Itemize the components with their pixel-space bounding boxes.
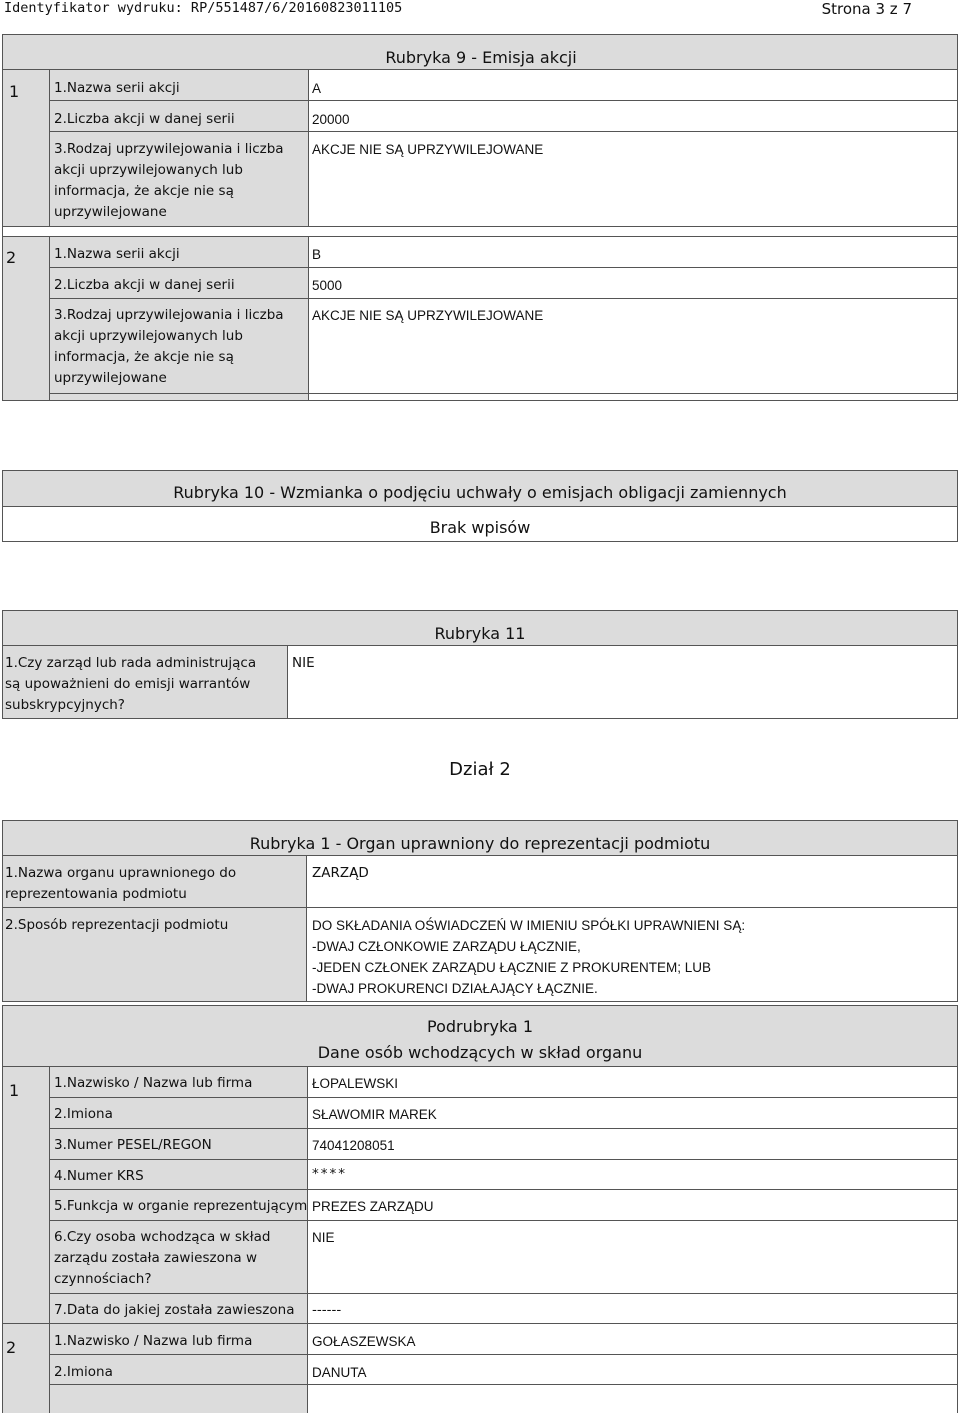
- pesel-value: 74041208051: [312, 1138, 395, 1153]
- person-number-column: [2, 1067, 49, 1413]
- podrubryka-1-header: [2, 1005, 958, 1067]
- series-name-value: B: [312, 247, 322, 262]
- person-number: 1: [9, 1081, 20, 1100]
- function-value: PREZES ZARZĄDU: [312, 1199, 434, 1214]
- series-privilege-value: AKCJE NIE SĄ UPRZYWILEJOWANE: [312, 142, 544, 157]
- podrubryka-1-section: [2, 1005, 958, 1413]
- rubryka-9-section: [2, 34, 958, 401]
- organ-name-value: ZARZĄD: [312, 865, 369, 881]
- series-number: 2: [6, 248, 17, 267]
- series-number: 1: [9, 82, 20, 101]
- dzial2-rubryka-1-title: Rubryka 1 - Organ uprawniony do reprezentacji podmiotu: [249, 834, 711, 853]
- dzial-2-title: Dział 2: [449, 759, 511, 780]
- surname-label: 1.Nazwisko / Nazwa lub firma: [54, 1333, 253, 1349]
- rubryka-11-title: Rubryka 11: [434, 624, 526, 643]
- series-privilege-value: AKCJE NIE SĄ UPRZYWILEJOWANE: [312, 308, 544, 323]
- suspension-value: NIE: [312, 1230, 335, 1245]
- rubryka-9-header: [2, 34, 958, 70]
- dzial2-rubryka-1-header: [2, 820, 958, 856]
- warrants-value: NIE: [292, 655, 315, 671]
- warrants-value-cell: [288, 646, 958, 719]
- series-count-label: 2.Liczba akcji w danej serii: [54, 277, 235, 293]
- no-entries-text: Brak wpisów: [429, 518, 531, 537]
- first-names-label: 2.Imiona: [54, 1106, 113, 1122]
- function-label: 5.Funkcja w organie reprezentującym: [54, 1198, 308, 1214]
- krs-label: 4.Numer KRS: [54, 1168, 144, 1184]
- suspension-label: 6.Czy osoba wchodząca w skład zarządu została zawieszona w czynnościach?: [54, 1229, 271, 1287]
- rubryka-11-header: [2, 610, 958, 646]
- suspension-date-label: 7.Data do jakiej została zawieszona: [54, 1302, 295, 1318]
- rubryka-9-title: Rubryka 9 - Emisja akcji: [385, 48, 577, 67]
- series-name-label: 1.Nazwa serii akcji: [54, 80, 180, 96]
- first-names-value: SŁAWOMIR MAREK: [312, 1107, 437, 1122]
- podrubryka-1-subtitle: Dane osób wchodzących w skład organu: [317, 1043, 643, 1062]
- series-name-value: A: [312, 81, 322, 96]
- suspension-date-value: ------: [312, 1302, 342, 1318]
- series-privilege-label: 3.Rodzaj uprzywilejowania i liczba akcji uprzywilejowanych lub informacja, że akcje nie są uprzywilejowane: [54, 141, 284, 220]
- rubryka-11-section: [2, 610, 958, 720]
- pesel-label: 3.Numer PESEL/REGON: [54, 1137, 212, 1153]
- dzial2-rubryka-1-section: Rubryka 1 - Organ uprawniony do reprezentacji podmiotu 1.Nazwa organu uprawnionego do reprezentowania podmiotu ZARZĄD 2.Sposób reprezentacji podmiotu DO SKŁADANIA OŚWIADCZEŃ W IMIENIU SPÓŁKI UPRAWNIENI SĄ: -DWAJ CZŁONKOWIE ZARZĄDU ŁĄCZNIE, -JEDEN CZŁONEK ZARZĄDU ŁĄCZNIE Z PROKURENTEM; LUB -DWAJ PROKURENCI DZIAŁAJĄCY ŁĄCZNIE.: [2, 820, 958, 1002]
- surname-label: 1.Nazwisko / Nazwa lub firma: [54, 1075, 253, 1091]
- series-count-value: 5000: [312, 278, 343, 293]
- first-names-value: DANUTA: [312, 1365, 367, 1380]
- rubryka-10-section: [2, 470, 958, 542]
- warrants-label-cell: [2, 646, 288, 719]
- print-identifier: Identyfikator wydruku: RP/551487/6/20160823011105: [4, 0, 403, 16]
- series-name-label: 1.Nazwa serii akcji: [54, 246, 180, 262]
- series-privilege-label: 3.Rodzaj uprzywilejowania i liczba akcji uprzywilejowanych lub informacja, że akcje nie są uprzywilejowane: [54, 307, 284, 386]
- warrants-question-label: 1.Czy zarząd lub rada administrująca są upoważnieni do emisji warrantów subskrypcyjnych?: [5, 655, 257, 713]
- series-count-value: 20000: [312, 112, 350, 127]
- person-number: 2: [6, 1338, 17, 1357]
- rubryka-10-title: Rubryka 10 - Wzmianka o podjęciu uchwały o emisjach obligacji zamiennych: [173, 483, 787, 502]
- print-header: [0, 0, 960, 18]
- surname-value: ŁOPALEWSKI: [312, 1076, 399, 1091]
- surname-value: GOŁASZEWSKA: [312, 1334, 416, 1349]
- podrubryka-1-title: Podrubryka 1: [427, 1017, 533, 1036]
- representation-method-label: 2.Sposób reprezentacji podmiotu: [5, 917, 229, 933]
- rubryka-10-header: [3, 471, 957, 507]
- krs-value: ****: [312, 1166, 347, 1182]
- page-number: Strona 3 z 7: [821, 0, 912, 18]
- first-names-label: 2.Imiona: [54, 1364, 113, 1380]
- series-count-label: 2.Liczba akcji w danej serii: [54, 111, 235, 127]
- organ-name-label: 1.Nazwa organu uprawnionego do reprezentowania podmiotu: [5, 865, 237, 902]
